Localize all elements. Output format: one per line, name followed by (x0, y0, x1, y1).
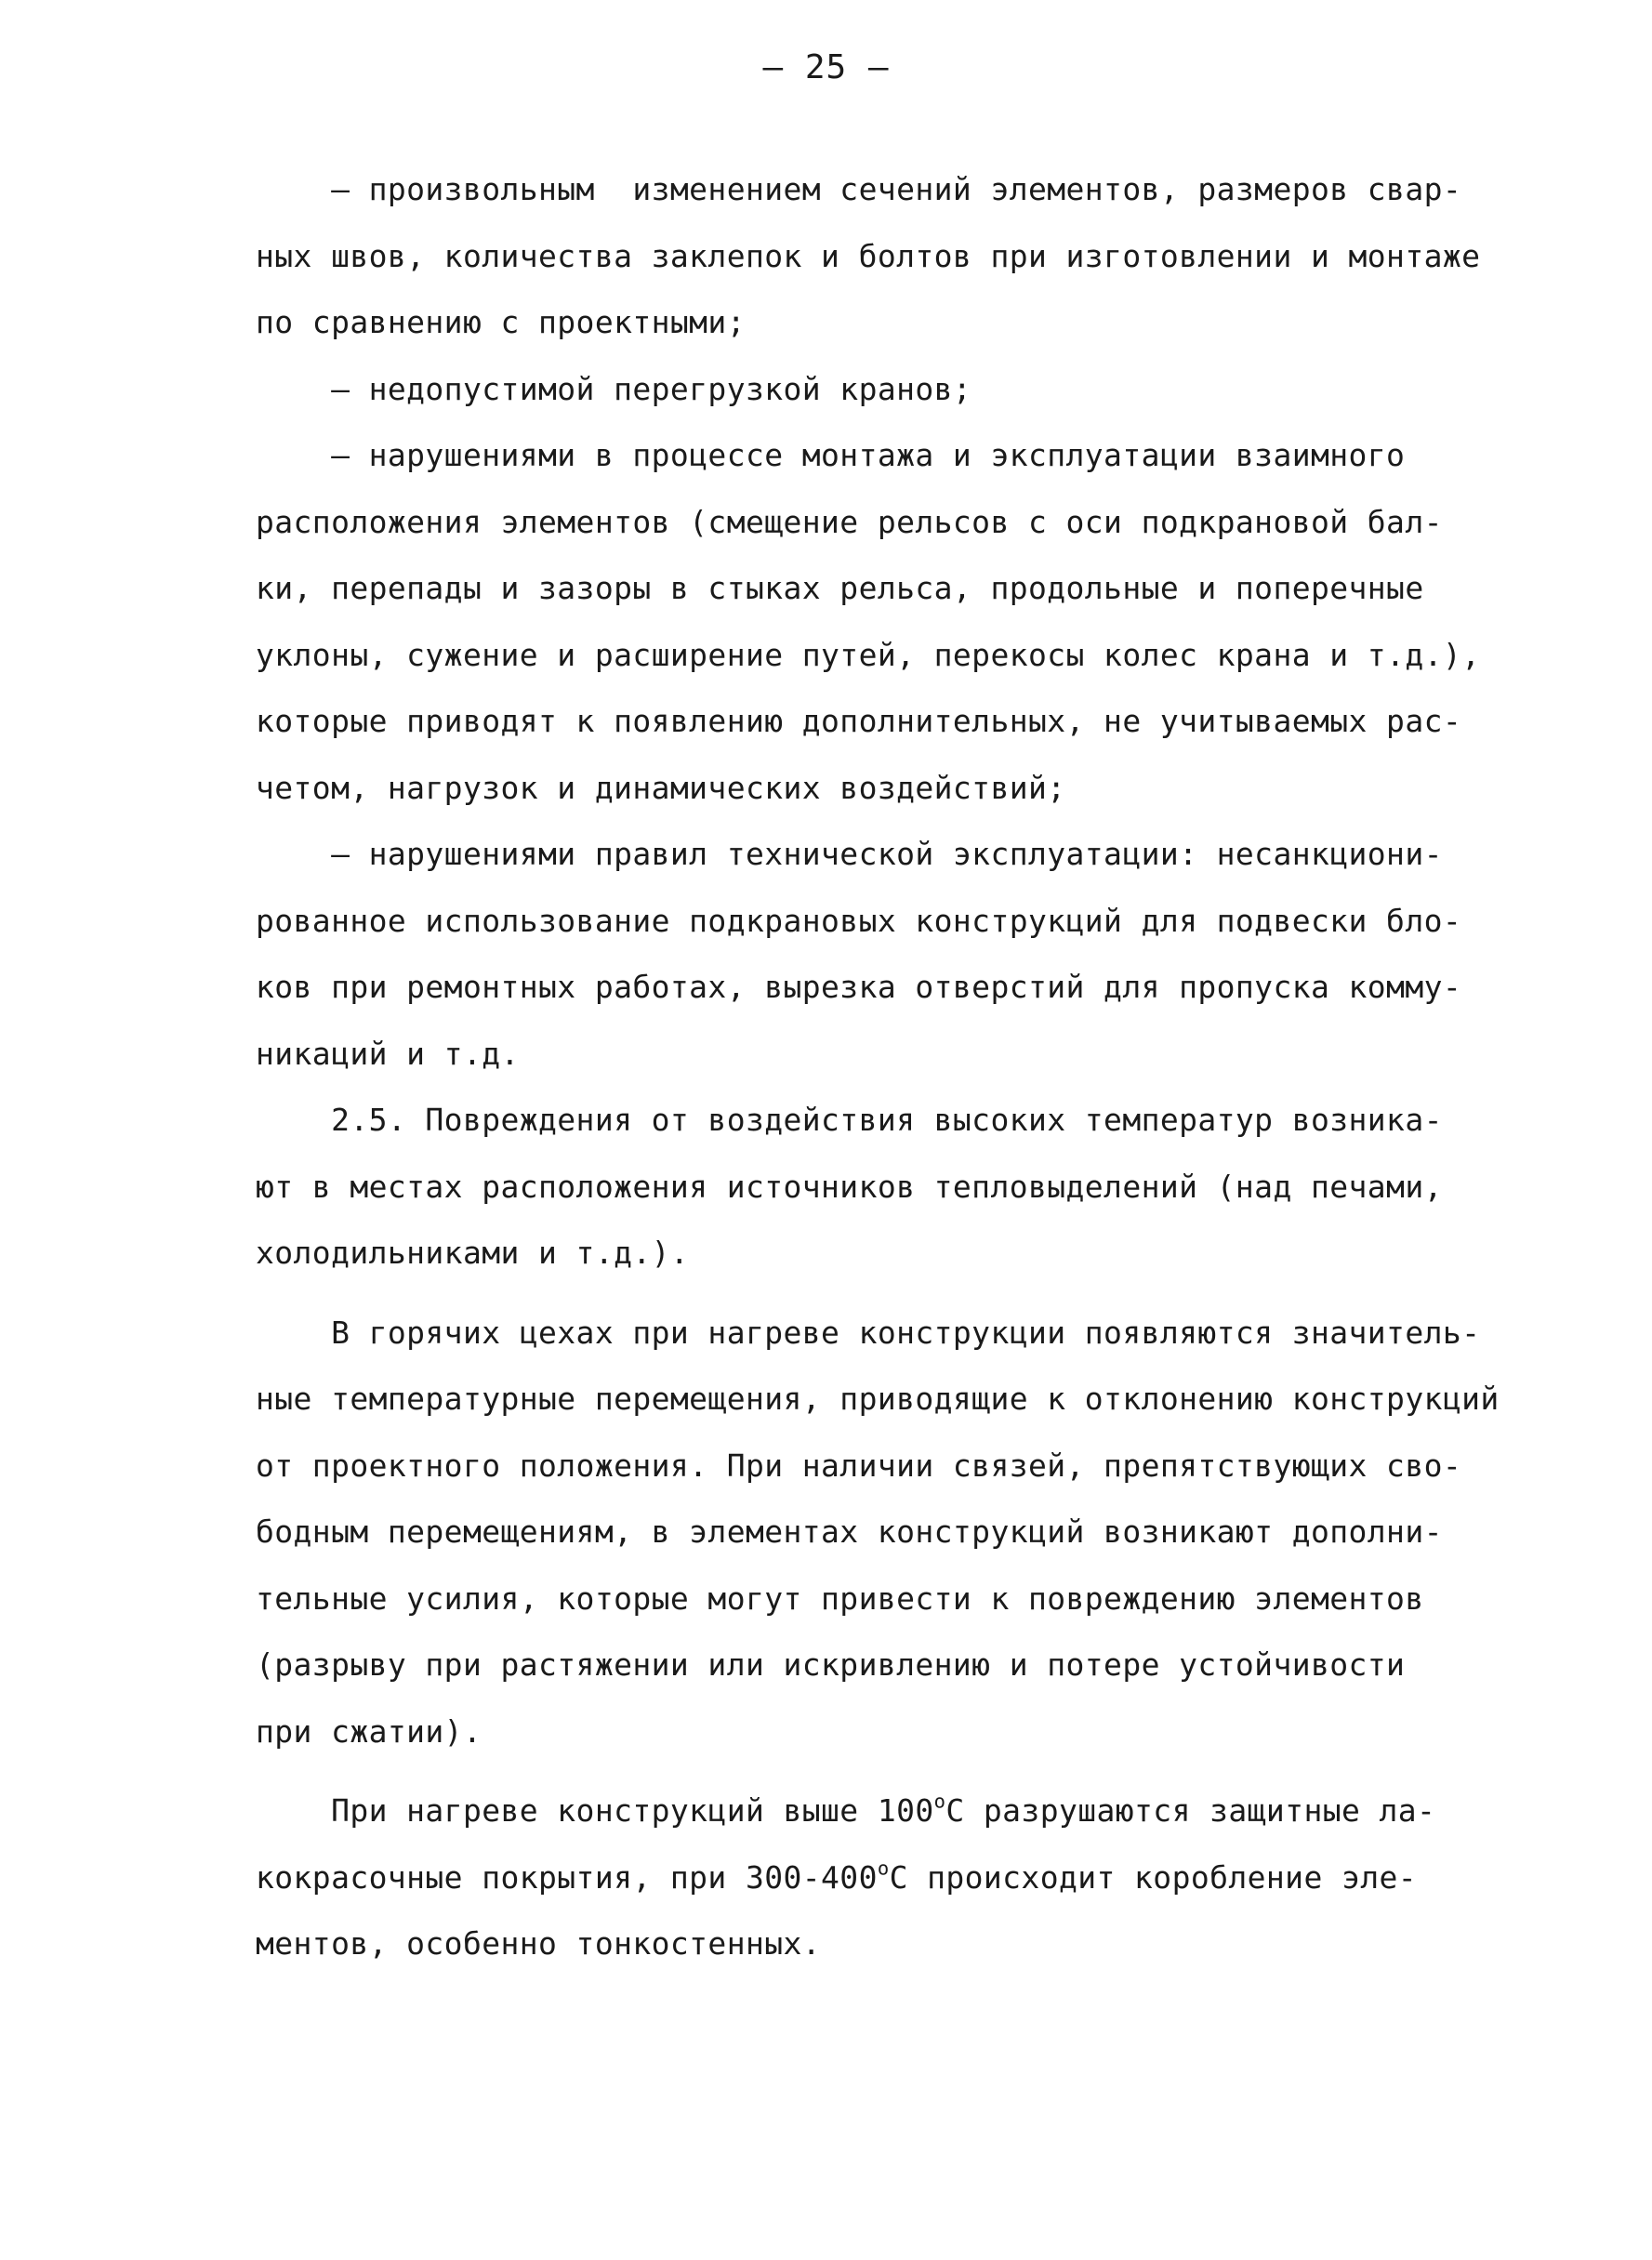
text-line: В горячих цехах при нагреве конструкции появляются значитель- (256, 1314, 1481, 1351)
paragraph-4 (256, 821, 1594, 1087)
text-line: ные температурные перемещения, приводящие к отклонению конструкций (256, 1381, 1500, 1417)
text-line: рованное использование подкрановых конструкций для подвески бло- (256, 902, 1462, 939)
text-line: бодным перемещениям, в элементах конструкций возникают дополни- (256, 1513, 1443, 1550)
text-line: ки, перепады и зазоры в стыках рельса, продольные и поперечные (256, 570, 1424, 606)
degree-mark: о (933, 1790, 946, 1813)
paragraph-7 (256, 1778, 1594, 1977)
text-line: расположения элементов (смещение рельсов с оси подкрановой бал- (256, 503, 1443, 540)
text-line: 2.5. Повреждения от воздействия высоких температур возника- (256, 1102, 1443, 1138)
text-line: четом, нагрузок и динамических воздействий; (256, 769, 1066, 806)
text-line: холодильниками и т.д.). (256, 1235, 690, 1271)
text-line: по сравнению с проектными; (256, 304, 746, 340)
text-fragment: С происходит коробление эле- (889, 1858, 1418, 1896)
text-fragment: кокрасочные покрытия, при 300-400 (256, 1858, 878, 1896)
text-line (256, 1844, 1594, 1911)
paragraph-5 (256, 1087, 1594, 1287)
text-line: ют в местах расположения источников тепловыделений (над печами, (256, 1168, 1443, 1205)
text-line: от проектного положения. При наличии связей, препятствующих сво- (256, 1447, 1462, 1484)
text-fragment: С разрушаются защитные ла- (945, 1792, 1436, 1829)
text-line: тельные усилия, которые могут привести к повреждению элементов (256, 1579, 1424, 1617)
page-number: – 25 – (762, 48, 890, 86)
text-line: – нарушениями правил технической эксплуатации: несанкциони- (256, 836, 1443, 872)
paragraph-3 (256, 422, 1594, 821)
text-line: – произвольным изменением сечений элементов, размеров свар- (256, 171, 1462, 207)
text-line: ных швов, количества заклепок и болтов при изготовлении и монтаже (256, 237, 1481, 274)
paragraph-6 (256, 1300, 1594, 1765)
text-line: (разрыву при растяжении или искривлению и потере устойчивости (256, 1646, 1406, 1683)
degree-mark: о (877, 1857, 890, 1880)
text-line: при сжатии). (256, 1712, 482, 1750)
text-fragment: При нагреве конструкций выше 100 (256, 1792, 934, 1829)
text-line: – нарушениями в процессе монтажа и эксплуатации взаимного (256, 437, 1406, 473)
text-line: ментов, особенно тонкостенных. (256, 1925, 822, 1962)
text-line: никаций и т.д. (256, 1035, 520, 1072)
body-text (256, 156, 1594, 1977)
paragraph-1 (256, 156, 1594, 356)
text-line: – недопустимой перегрузкой кранов; (256, 370, 972, 407)
text-line (256, 1778, 1594, 1844)
text-line: ков при ремонтных работах, вырезка отверстий для пропуска комму- (256, 969, 1462, 1005)
paragraph-2 (256, 356, 1594, 423)
text-line: уклоны, сужение и расширение путей, перекосы колес крана и т.д.), (256, 636, 1481, 673)
text-line: которые приводят к появлению дополнительных, не учитываемых рас- (256, 703, 1462, 739)
